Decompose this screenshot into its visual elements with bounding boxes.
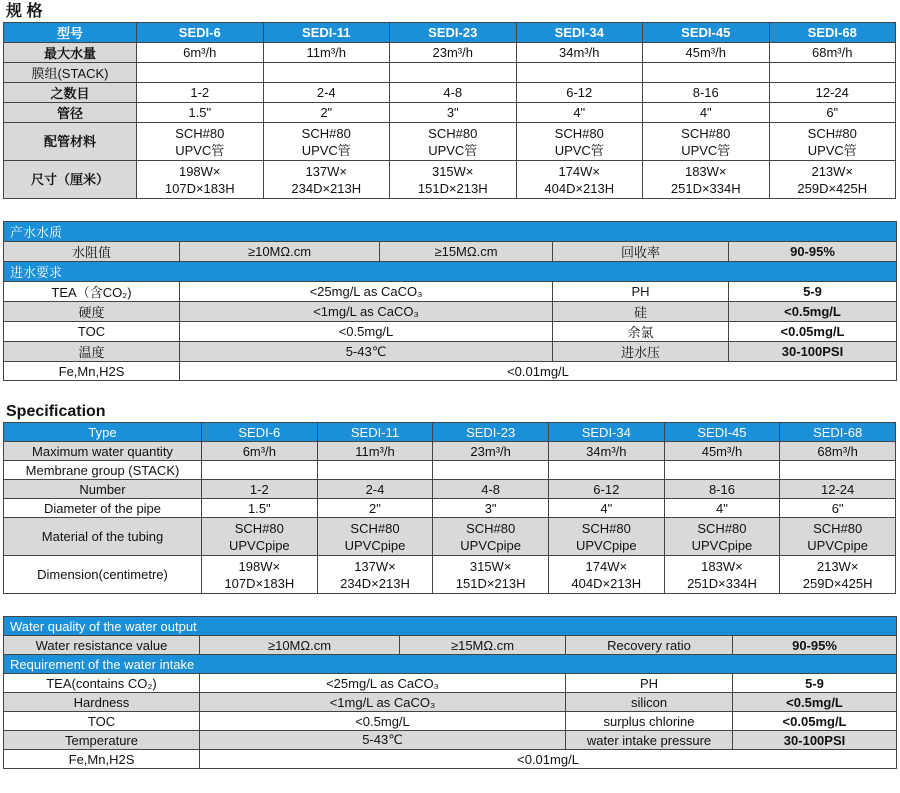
table-cell: 6m³/h [202, 442, 318, 461]
row-label: 膜组(STACK) [4, 63, 137, 83]
table-cell [516, 63, 643, 83]
table-cell: 11m³/h [263, 43, 390, 63]
table-cell: 34m³/h [548, 442, 664, 461]
zh-model-header: SEDI-34 [516, 23, 643, 43]
row-label: Material of the tubing [4, 518, 202, 556]
table-cell: 68m³/h [769, 43, 896, 63]
row-label: 余氯 [553, 322, 729, 342]
en-dimension-row [4, 556, 896, 594]
table-cell: <0.01mg/L [180, 362, 897, 381]
table-cell: SCH#80 UPVC管 [390, 123, 517, 161]
table-cell: <25mg/L as CaCO₃ [180, 282, 553, 302]
en-tea-row [4, 674, 897, 693]
row-label: TEA(contains CO₂) [4, 674, 200, 693]
en-spec-table [3, 422, 896, 594]
table-cell: SCH#80 UPVC管 [643, 123, 770, 161]
table-cell: 198W× 107D×183H [202, 556, 318, 594]
zh-pipe-row [4, 103, 896, 123]
en-pipe-row [4, 499, 896, 518]
en-output-band [4, 617, 897, 636]
en-type-header: Type [4, 423, 202, 442]
table-cell: 2" [263, 103, 390, 123]
table-cell: 1-2 [137, 83, 264, 103]
zh-quality-table [3, 221, 897, 381]
table-cell: SCH#80 UPVCpipe [548, 518, 664, 556]
table-cell: SCH#80 UPVCpipe [317, 518, 433, 556]
table-cell: 137W× 234D×213H [317, 556, 433, 594]
zh-model-header: SEDI-23 [390, 23, 517, 43]
table-cell: 5-9 [733, 674, 897, 693]
table-cell [780, 461, 896, 480]
table-cell: 8-16 [664, 480, 780, 499]
row-label: 温度 [4, 342, 180, 362]
table-cell: 3" [390, 103, 517, 123]
en-model-header: SEDI-45 [664, 423, 780, 442]
row-label: 硬度 [4, 302, 180, 322]
row-label: PH [566, 674, 733, 693]
zh-model-header: SEDI-11 [263, 23, 390, 43]
row-label: 进水压 [553, 342, 729, 362]
table-cell: SCH#80 UPVCpipe [664, 518, 780, 556]
table-cell: SCH#80 UPVCpipe [433, 518, 549, 556]
zh-intake-title: 进水要求 [4, 262, 897, 282]
row-label: 之数目 [4, 83, 137, 103]
row-label: Hardness [4, 693, 200, 712]
table-cell: 45m³/h [664, 442, 780, 461]
zh-type-header: 型号 [4, 23, 137, 43]
row-label: Temperature [4, 731, 200, 750]
table-cell: 6m³/h [137, 43, 264, 63]
table-cell: 137W× 234D×213H [263, 161, 390, 199]
table-cell [202, 461, 318, 480]
row-label: TOC [4, 712, 200, 731]
zh-output-title: 产水水质 [4, 222, 897, 242]
zh-number-row [4, 83, 896, 103]
table-cell: 1.5" [202, 499, 318, 518]
zh-dimension-row [4, 161, 896, 199]
row-label: 配管材料 [4, 123, 137, 161]
en-model-header: SEDI-23 [433, 423, 549, 442]
en-max-water-row [4, 442, 896, 461]
table-cell [769, 63, 896, 83]
table-cell: <0.05mg/L [733, 712, 897, 731]
row-label: 最大水量 [4, 43, 137, 63]
table-cell: 6-12 [548, 480, 664, 499]
table-cell: 45m³/h [643, 43, 770, 63]
table-cell: 315W× 151D×213H [390, 161, 517, 199]
table-cell: 2-4 [317, 480, 433, 499]
zh-model-header: SEDI-45 [643, 23, 770, 43]
table-cell: 183W× 251D×334H [643, 161, 770, 199]
table-cell: 23m³/h [390, 43, 517, 63]
table-cell: SCH#80 UPVC管 [263, 123, 390, 161]
zh-resistance-row [4, 242, 897, 262]
zh-spec-table [3, 22, 896, 199]
table-cell: <1mg/L as CaCO₃ [180, 302, 553, 322]
table-cell: <1mg/L as CaCO₃ [200, 693, 566, 712]
en-spec-header-row [4, 423, 896, 442]
table-cell: 90-95% [729, 242, 897, 262]
table-cell: 68m³/h [780, 442, 896, 461]
en-hardness-row [4, 693, 897, 712]
row-label: Recovery ratio [566, 636, 733, 655]
table-cell: <0.05mg/L [729, 322, 897, 342]
table-cell: 1.5" [137, 103, 264, 123]
table-cell: 6-12 [516, 83, 643, 103]
en-resistance-row [4, 636, 897, 655]
table-cell: <0.5mg/L [200, 712, 566, 731]
row-label: TEA（含CO₂) [4, 282, 180, 302]
table-cell: 6" [780, 499, 896, 518]
table-cell: SCH#80 UPVCpipe [202, 518, 318, 556]
row-label: silicon [566, 693, 733, 712]
en-model-header: SEDI-34 [548, 423, 664, 442]
zh-material-row [4, 123, 896, 161]
en-quality-table [3, 616, 897, 769]
table-cell: 5-9 [729, 282, 897, 302]
en-toc-row [4, 712, 897, 731]
table-cell: 198W× 107D×183H [137, 161, 264, 199]
section-gap [0, 594, 900, 616]
en-stack-row [4, 461, 896, 480]
table-cell: 34m³/h [516, 43, 643, 63]
row-label: Water resistance value [4, 636, 200, 655]
table-cell: 8-16 [643, 83, 770, 103]
table-cell: 6" [769, 103, 896, 123]
table-cell: 30-100PSI [733, 731, 897, 750]
table-cell: <0.01mg/L [200, 750, 897, 769]
row-label: Diameter of the pipe [4, 499, 202, 518]
table-cell: ≥15MΩ.cm [400, 636, 566, 655]
table-cell: 23m³/h [433, 442, 549, 461]
zh-hardness-row [4, 302, 897, 322]
table-cell [664, 461, 780, 480]
table-cell: 213W× 259D×425H [769, 161, 896, 199]
zh-stack-row [4, 63, 896, 83]
table-cell: SCH#80 UPVCpipe [780, 518, 896, 556]
zh-toc-row [4, 322, 897, 342]
en-metals-row [4, 750, 897, 769]
row-label: water intake pressure [566, 731, 733, 750]
table-cell: <0.5mg/L [733, 693, 897, 712]
table-cell: 183W× 251D×334H [664, 556, 780, 594]
en-temp-row [4, 731, 897, 750]
zh-page-title: 规 格 [6, 3, 43, 20]
en-model-header: SEDI-68 [780, 423, 896, 442]
row-label: 水阻值 [4, 242, 180, 262]
table-cell [137, 63, 264, 83]
table-cell: SCH#80 UPVC管 [137, 123, 264, 161]
table-cell: 12-24 [780, 480, 896, 499]
table-cell: ≥10MΩ.cm [180, 242, 380, 262]
table-cell: 1-2 [202, 480, 318, 499]
table-cell: <0.5mg/L [180, 322, 553, 342]
zh-output-band [4, 222, 897, 242]
zh-spec-header-row [4, 23, 896, 43]
table-cell: ≥15MΩ.cm [380, 242, 553, 262]
table-cell: 213W× 259D×425H [780, 556, 896, 594]
zh-model-header: SEDI-68 [769, 23, 896, 43]
en-material-row [4, 518, 896, 556]
table-cell: 174W× 404D×213H [516, 161, 643, 199]
row-label: PH [553, 282, 729, 302]
table-cell: 4" [548, 499, 664, 518]
table-cell [643, 63, 770, 83]
en-intake-title: Requirement of the water intake [4, 655, 897, 674]
zh-metals-row [4, 362, 897, 381]
zh-intake-band [4, 262, 897, 282]
row-label: 尺寸（厘米） [4, 161, 137, 199]
table-cell [390, 63, 517, 83]
zh-temp-row [4, 342, 897, 362]
table-cell: ≥10MΩ.cm [200, 636, 400, 655]
row-label: Dimension(centimetre) [4, 556, 202, 594]
row-label: Membrane group (STACK) [4, 461, 202, 480]
en-model-header: SEDI-11 [317, 423, 433, 442]
table-cell: 4" [643, 103, 770, 123]
table-cell [263, 63, 390, 83]
en-model-header: SEDI-6 [202, 423, 318, 442]
zh-model-header: SEDI-6 [137, 23, 264, 43]
row-label: TOC [4, 322, 180, 342]
section-gap [0, 199, 900, 221]
table-cell: 4" [516, 103, 643, 123]
en-page-title: Specification [6, 403, 106, 420]
table-cell: SCH#80 UPVC管 [769, 123, 896, 161]
table-cell: 2-4 [263, 83, 390, 103]
table-cell [548, 461, 664, 480]
row-label: 管径 [4, 103, 137, 123]
table-cell: 4" [664, 499, 780, 518]
table-cell: <25mg/L as CaCO₃ [200, 674, 566, 693]
table-cell: 174W× 404D×213H [548, 556, 664, 594]
table-cell: 11m³/h [317, 442, 433, 461]
table-cell [433, 461, 549, 480]
en-output-title: Water quality of the water output [4, 617, 897, 636]
en-number-row [4, 480, 896, 499]
table-cell: 315W× 151D×213H [433, 556, 549, 594]
row-label: Fe,Mn,H2S [4, 362, 180, 381]
row-label: Maximum water quantity [4, 442, 202, 461]
row-label: 回收率 [553, 242, 729, 262]
table-cell: 4-8 [433, 480, 549, 499]
table-cell: 12-24 [769, 83, 896, 103]
table-cell [317, 461, 433, 480]
table-cell: 4-8 [390, 83, 517, 103]
table-cell: 90-95% [733, 636, 897, 655]
row-label: Number [4, 480, 202, 499]
row-label: 硅 [553, 302, 729, 322]
section-gap [0, 381, 900, 400]
table-cell: 30-100PSI [729, 342, 897, 362]
table-cell: 3" [433, 499, 549, 518]
table-cell: <0.5mg/L [729, 302, 897, 322]
table-cell: 2" [317, 499, 433, 518]
row-label: Fe,Mn,H2S [4, 750, 200, 769]
zh-tea-row [4, 282, 897, 302]
table-cell: SCH#80 UPVC管 [516, 123, 643, 161]
table-cell: 5-43℃ [200, 731, 566, 750]
en-intake-band [4, 655, 897, 674]
row-label: surplus chlorine [566, 712, 733, 731]
table-cell: 5-43℃ [180, 342, 553, 362]
zh-max-water-row [4, 43, 896, 63]
